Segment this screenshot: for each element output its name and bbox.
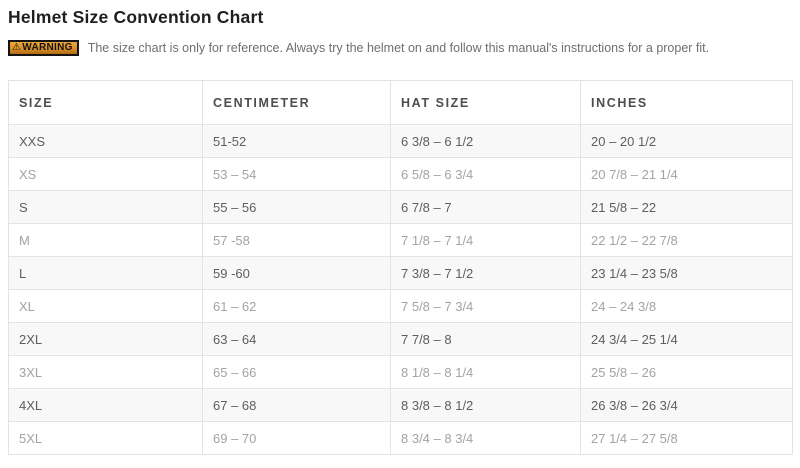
table-header-row <box>9 81 793 125</box>
cell-size: L <box>9 257 203 290</box>
cell-centimeter: 55 – 56 <box>203 191 391 224</box>
cell-hat-size: 7 1/8 – 7 1/4 <box>391 224 581 257</box>
table-row <box>9 290 793 323</box>
table-row <box>9 224 793 257</box>
page-title: Helmet Size Convention Chart <box>8 7 264 27</box>
column-header-inches: INCHES <box>581 81 793 125</box>
cell-size: XXS <box>9 125 203 158</box>
table-row <box>9 257 793 290</box>
cell-centimeter: 53 – 54 <box>203 158 391 191</box>
cell-size: XL <box>9 290 203 323</box>
table-row <box>9 323 793 356</box>
cell-inches: 25 5/8 – 26 <box>581 356 793 389</box>
cell-centimeter: 59 -60 <box>203 257 391 290</box>
cell-centimeter: 61 – 62 <box>203 290 391 323</box>
table-row <box>9 356 793 389</box>
cell-centimeter: 63 – 64 <box>203 323 391 356</box>
table-row <box>9 158 793 191</box>
column-header-centimeter: CENTIMETER <box>203 81 391 125</box>
warning-badge-label: WARNING <box>22 42 73 53</box>
cell-inches: 20 – 20 1/2 <box>581 125 793 158</box>
cell-centimeter: 67 – 68 <box>203 389 391 422</box>
cell-inches: 20 7/8 – 21 1/4 <box>581 158 793 191</box>
cell-size: XS <box>9 158 203 191</box>
cell-hat-size: 8 3/4 – 8 3/4 <box>391 422 581 455</box>
cell-inches: 23 1/4 – 23 5/8 <box>581 257 793 290</box>
cell-size: 5XL <box>9 422 203 455</box>
cell-size: 2XL <box>9 323 203 356</box>
warning-row <box>8 39 792 57</box>
cell-hat-size: 8 1/8 – 8 1/4 <box>391 356 581 389</box>
cell-inches: 24 3/4 – 25 1/4 <box>581 323 793 356</box>
cell-inches: 22 1/2 – 22 7/8 <box>581 224 793 257</box>
cell-hat-size: 6 7/8 – 7 <box>391 191 581 224</box>
cell-inches: 26 3/8 – 26 3/4 <box>581 389 793 422</box>
cell-hat-size: 7 7/8 – 8 <box>391 323 581 356</box>
warning-badge <box>8 40 79 56</box>
column-header-size: SIZE <box>9 81 203 125</box>
table-header <box>9 81 793 125</box>
cell-hat-size: 6 3/8 – 6 1/2 <box>391 125 581 158</box>
column-header-hat-size: HAT SIZE <box>391 81 581 125</box>
cell-inches: 24 – 24 3/8 <box>581 290 793 323</box>
cell-inches: 21 5/8 – 22 <box>581 191 793 224</box>
cell-centimeter: 69 – 70 <box>203 422 391 455</box>
table-row <box>9 191 793 224</box>
cell-hat-size: 6 5/8 – 6 3/4 <box>391 158 581 191</box>
cell-size: 4XL <box>9 389 203 422</box>
warning-text: The size chart is only for reference. Always try the helmet on and follow this manual's instructions for a proper fit. <box>87 41 710 55</box>
cell-hat-size: 7 3/8 – 7 1/2 <box>391 257 581 290</box>
helmet-size-table <box>8 80 793 455</box>
cell-size: M <box>9 224 203 257</box>
cell-size: S <box>9 191 203 224</box>
table-row <box>9 389 793 422</box>
warning-triangle-icon: ⚠ <box>12 42 22 53</box>
table-body <box>9 125 793 455</box>
cell-hat-size: 8 3/8 – 8 1/2 <box>391 389 581 422</box>
cell-hat-size: 7 5/8 – 7 3/4 <box>391 290 581 323</box>
table-row <box>9 125 793 158</box>
cell-centimeter: 51-52 <box>203 125 391 158</box>
cell-size: 3XL <box>9 356 203 389</box>
cell-centimeter: 57 -58 <box>203 224 391 257</box>
cell-centimeter: 65 – 66 <box>203 356 391 389</box>
cell-inches: 27 1/4 – 27 5/8 <box>581 422 793 455</box>
table-row <box>9 422 793 455</box>
